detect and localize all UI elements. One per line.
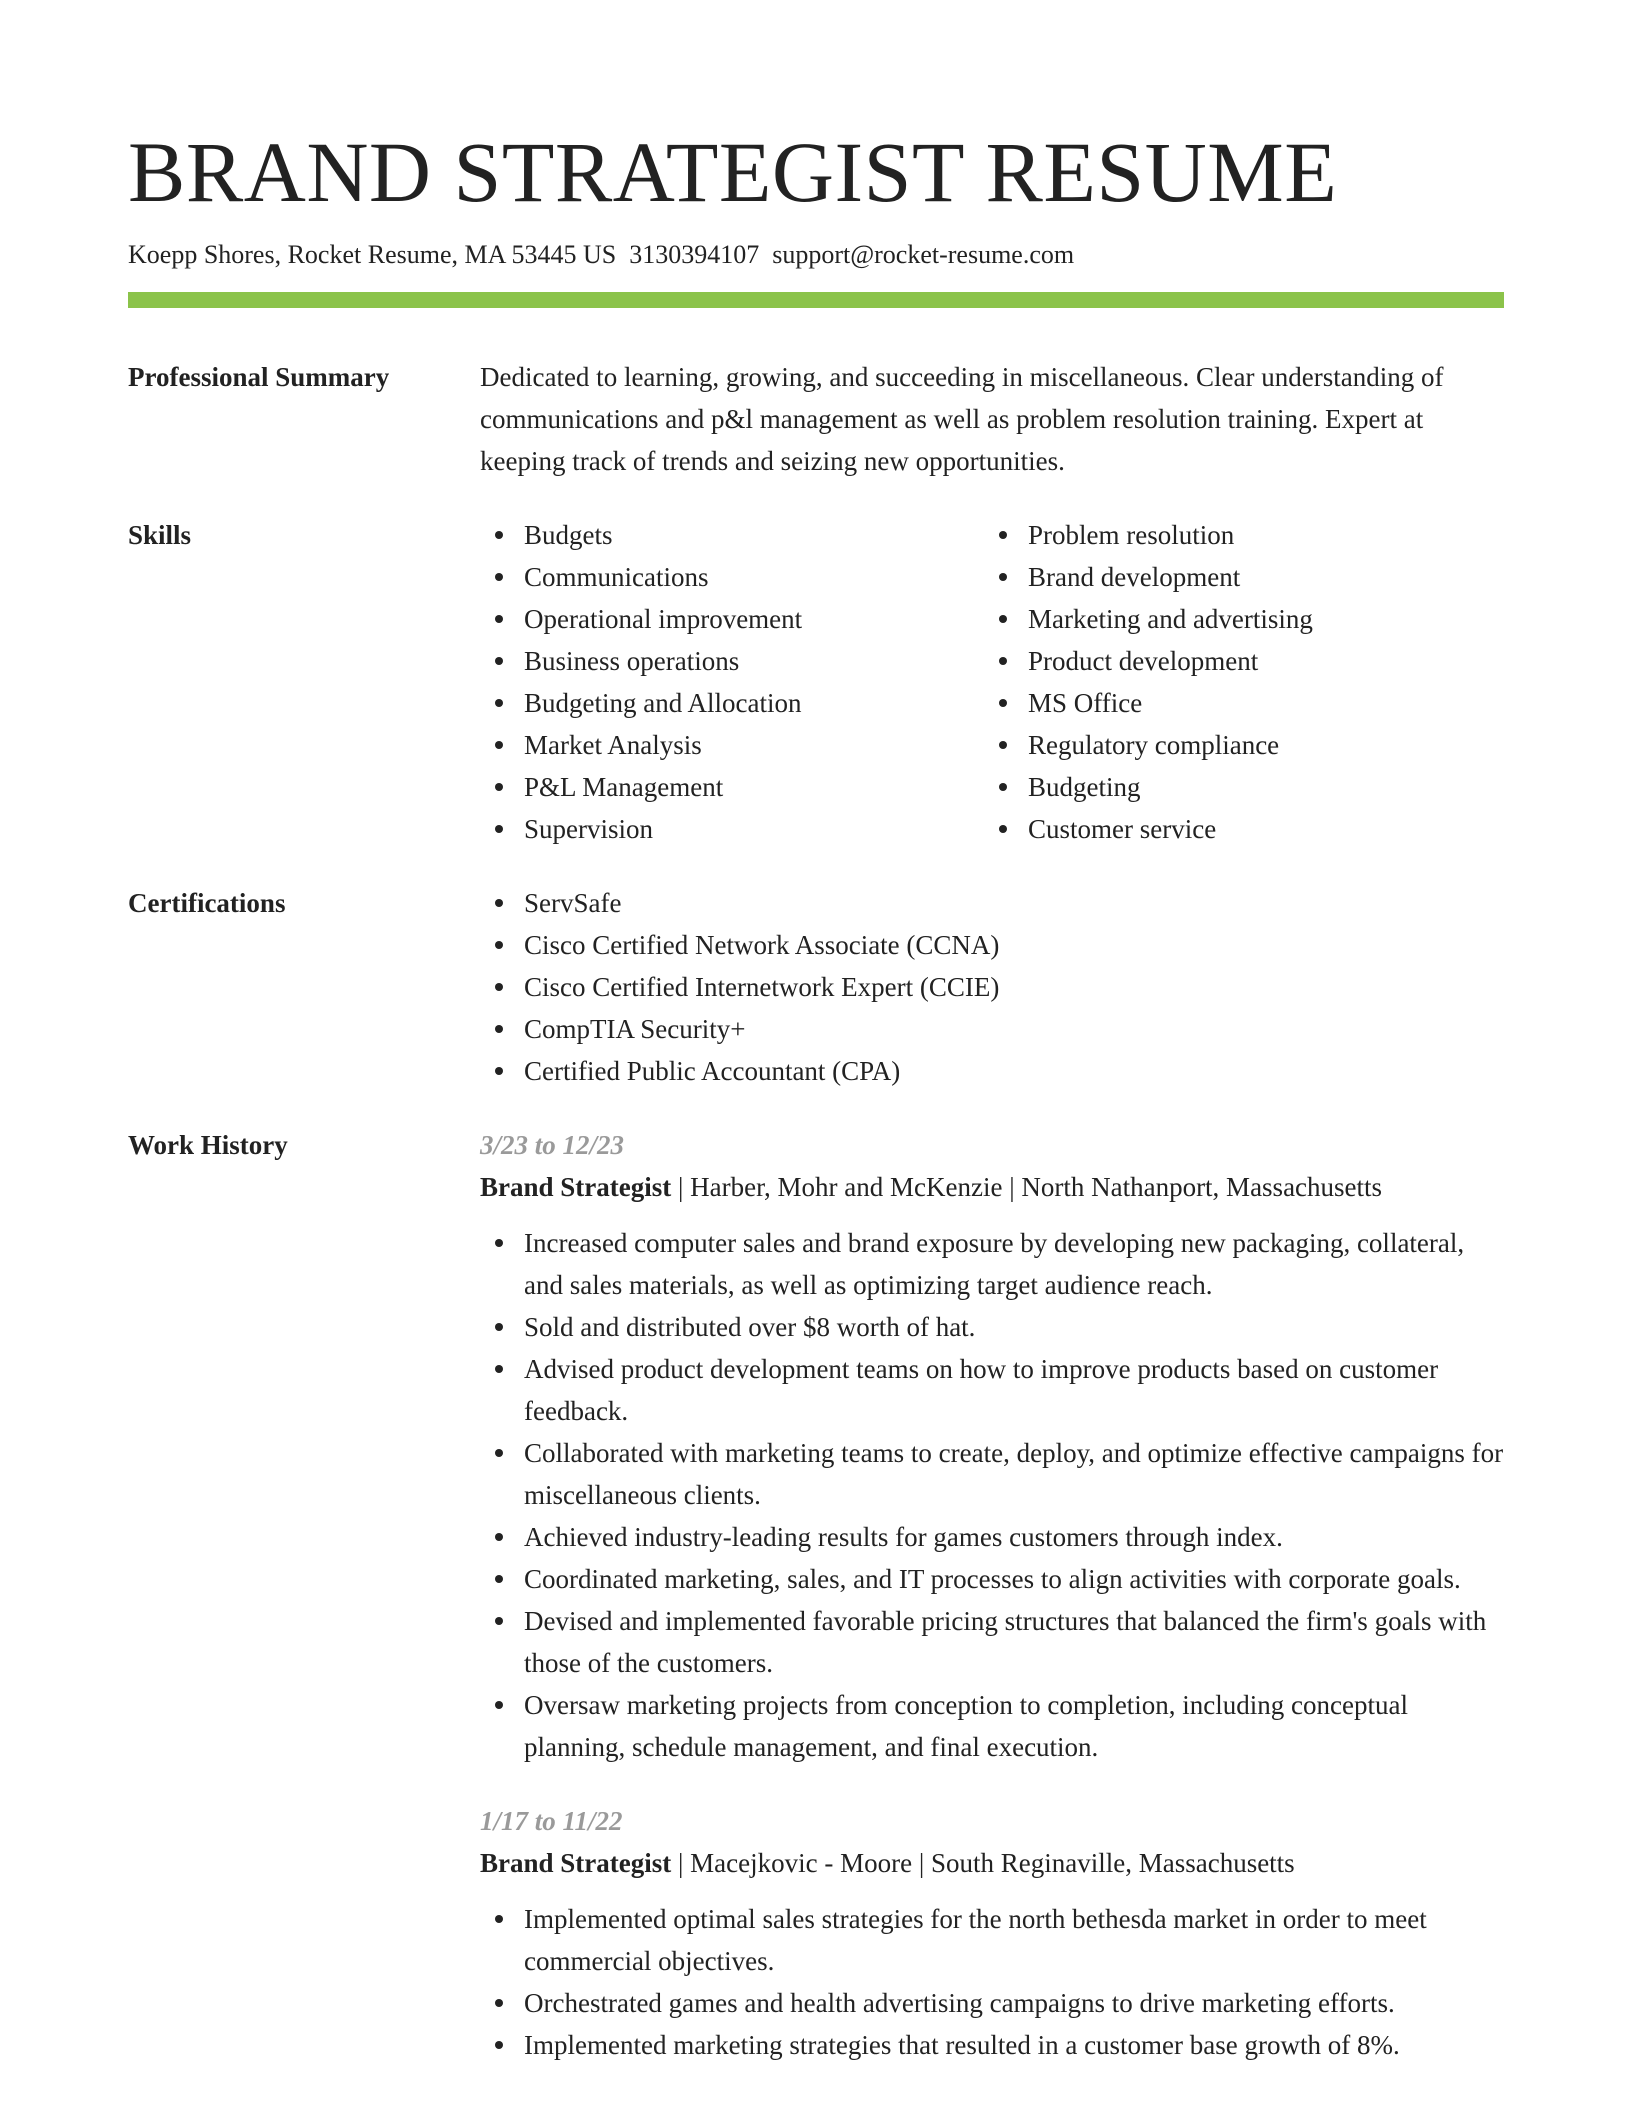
certification-item: Certified Public Accountant (CPA) bbox=[480, 1050, 1504, 1092]
job-separator: | bbox=[912, 1848, 931, 1878]
job-duty: Orchestrated games and health advertising campaigns to drive marketing efforts. bbox=[480, 1982, 1504, 2024]
skills-list-right bbox=[984, 514, 1504, 850]
contact-info bbox=[128, 238, 1504, 272]
skill-item: P&L Management bbox=[480, 766, 984, 808]
job-duty: Devised and implemented favorable pricing structures that balanced the firm's goals with those of the customers. bbox=[480, 1600, 1504, 1684]
job-duty: Sold and distributed over $8 worth of hat. bbox=[480, 1306, 1504, 1348]
work-history-section bbox=[128, 1124, 1504, 2066]
job-separator: | bbox=[671, 1848, 691, 1878]
job-duty: Implemented marketing strategies that resulted in a customer base growth of 8%. bbox=[480, 2024, 1504, 2066]
job-entry bbox=[480, 1800, 1504, 2066]
accent-divider bbox=[128, 292, 1504, 308]
skill-item: Budgeting and Allocation bbox=[480, 682, 984, 724]
contact-email: support@rocket-resume.com bbox=[772, 240, 1075, 269]
job-location: South Reginaville, Massachusetts bbox=[930, 1848, 1295, 1878]
skill-item: Operational improvement bbox=[480, 598, 984, 640]
certifications-section bbox=[128, 882, 1504, 1092]
section-heading-skills: Skills bbox=[128, 520, 192, 550]
skill-item: Budgets bbox=[480, 514, 984, 556]
skill-item: Brand development bbox=[984, 556, 1504, 598]
resume-page bbox=[128, 124, 1504, 2066]
section-heading-summary: Professional Summary bbox=[128, 362, 390, 392]
job-header bbox=[480, 1842, 1504, 1884]
contact-phone: 3130394107 bbox=[629, 240, 760, 269]
section-heading-certifications: Certifications bbox=[128, 888, 286, 918]
contact-address: Koepp Shores, Rocket Resume, MA 53445 US bbox=[128, 240, 617, 269]
summary-text: Dedicated to learning, growing, and succeeding in miscellaneous. Clear understanding of communications and p&l management as well as problem resolution training. Expert at keeping track of trends and seizing new opportunities. bbox=[480, 362, 1444, 476]
job-separator: | bbox=[671, 1172, 691, 1202]
skill-item: MS Office bbox=[984, 682, 1504, 724]
skill-item: Problem resolution bbox=[984, 514, 1504, 556]
resume-title: BRAND STRATEGIST RESUME bbox=[128, 124, 1338, 220]
job-title: Brand Strategist bbox=[480, 1172, 672, 1202]
skill-item: Market Analysis bbox=[480, 724, 984, 766]
job-duty: Achieved industry-leading results for games customers through index. bbox=[480, 1516, 1504, 1558]
skills-list-left bbox=[480, 514, 984, 850]
skill-item: Budgeting bbox=[984, 766, 1504, 808]
skill-item: Regulatory compliance bbox=[984, 724, 1504, 766]
skill-item: Customer service bbox=[984, 808, 1504, 850]
job-duty: Advised product development teams on how to improve products based on customer feedback. bbox=[480, 1348, 1504, 1432]
job-dates: 3/23 to 12/23 bbox=[480, 1130, 625, 1160]
job-company: Macejkovic - Moore bbox=[690, 1848, 913, 1878]
skill-item: Supervision bbox=[480, 808, 984, 850]
section-heading-work-history: Work History bbox=[128, 1130, 288, 1160]
job-duty: Collaborated with marketing teams to create, deploy, and optimize effective campaigns for miscellaneous clients. bbox=[480, 1432, 1504, 1516]
job-duty: Increased computer sales and brand exposure by developing new packaging, collateral, and sales materials, as well as optimizing target audience reach. bbox=[480, 1222, 1504, 1306]
job-duty: Oversaw marketing projects from conception to completion, including conceptual planning, schedule management, and final execution. bbox=[480, 1684, 1504, 1768]
job-dates: 1/17 to 11/22 bbox=[480, 1806, 623, 1836]
skills-section bbox=[128, 514, 1504, 850]
certification-item: CompTIA Security+ bbox=[480, 1008, 1504, 1050]
job-header bbox=[480, 1166, 1504, 1208]
job-duty: Coordinated marketing, sales, and IT processes to align activities with corporate goals. bbox=[480, 1558, 1504, 1600]
job-duties-list bbox=[480, 1898, 1504, 2066]
certification-item: ServSafe bbox=[480, 882, 1504, 924]
skill-item: Communications bbox=[480, 556, 984, 598]
certification-item: Cisco Certified Network Associate (CCNA) bbox=[480, 924, 1504, 966]
job-location: North Nathanport, Massachusetts bbox=[1021, 1172, 1383, 1202]
job-duties-list bbox=[480, 1222, 1504, 1768]
professional-summary-section bbox=[128, 356, 1504, 482]
skill-item: Product development bbox=[984, 640, 1504, 682]
job-duty: Implemented optimal sales strategies for the north bethesda market in order to meet commercial objectives. bbox=[480, 1898, 1504, 1982]
job-separator: | bbox=[1002, 1172, 1022, 1202]
skill-item: Business operations bbox=[480, 640, 984, 682]
job-title: Brand Strategist bbox=[480, 1848, 672, 1878]
certifications-list bbox=[480, 882, 1504, 1092]
skill-item: Marketing and advertising bbox=[984, 598, 1504, 640]
job-entry bbox=[480, 1124, 1504, 1768]
job-company: Harber, Mohr and McKenzie bbox=[690, 1172, 1003, 1202]
certification-item: Cisco Certified Internetwork Expert (CCIE) bbox=[480, 966, 1504, 1008]
